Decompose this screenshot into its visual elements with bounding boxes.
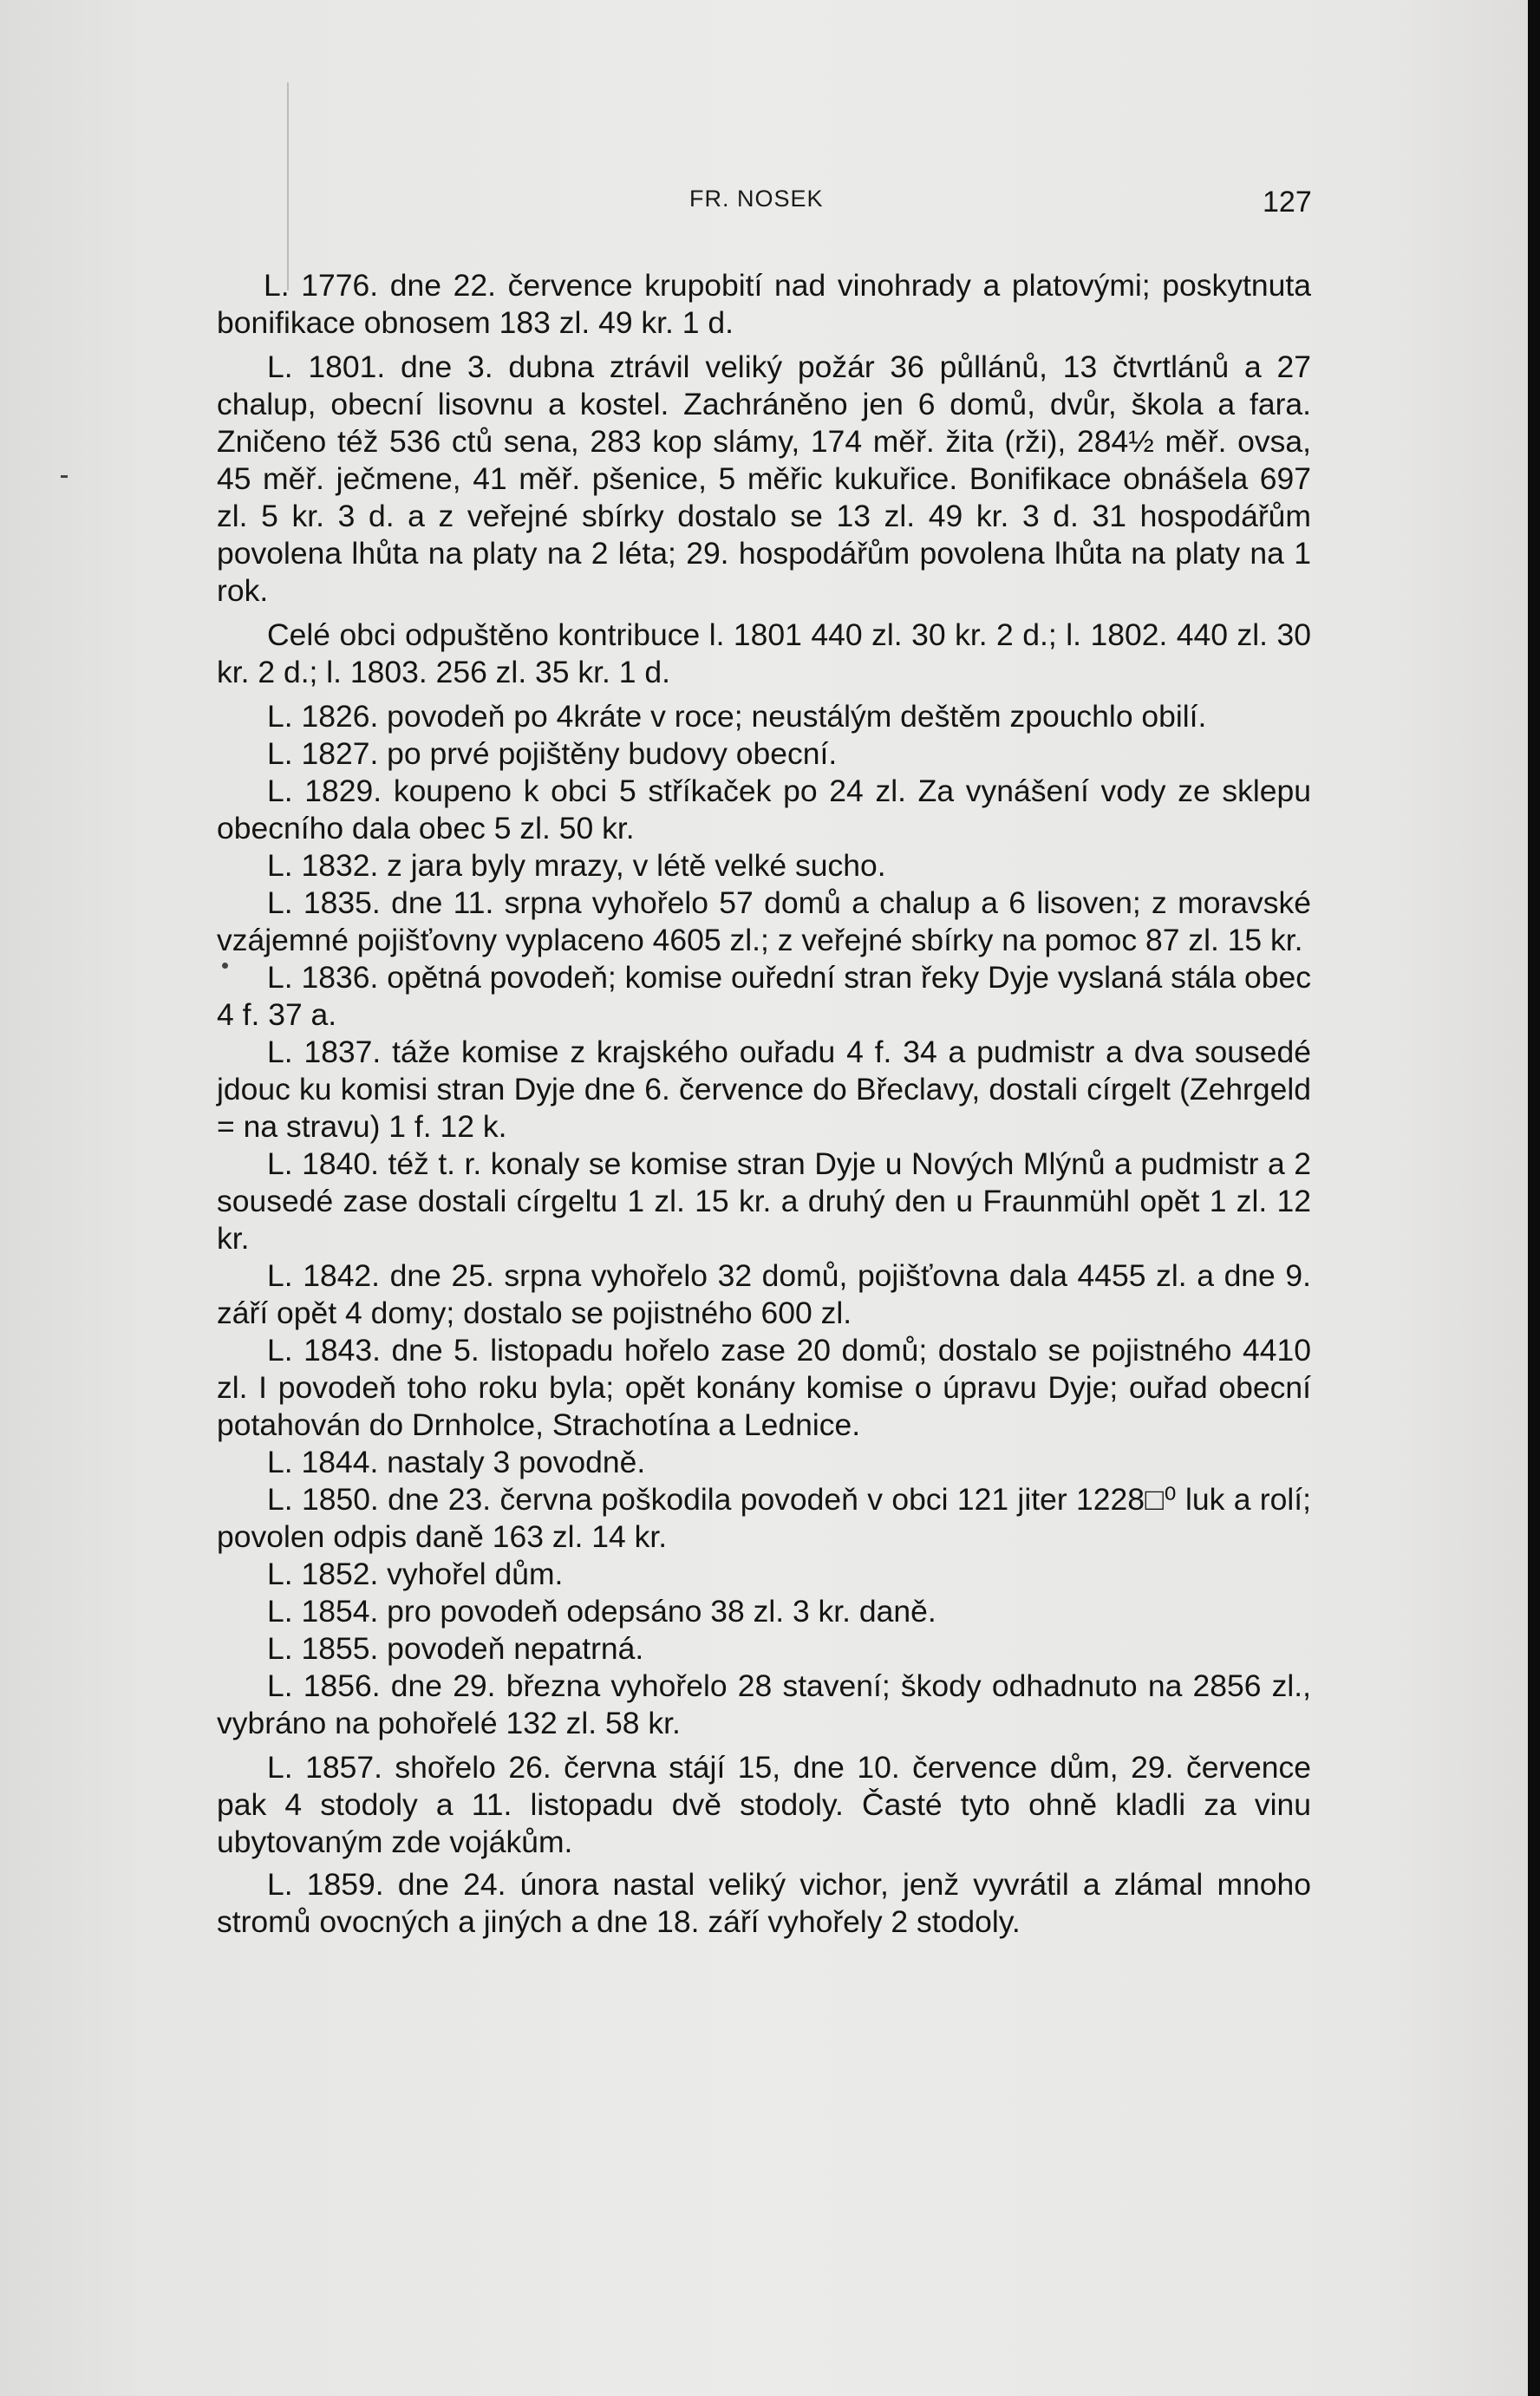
paragraph-1842: L. 1842. dne 25. srpna vyhořelo 32 domů, pojišťovna dala 4455 zl. a dne 9. září opět 4 domy; dostalo se pojistného 600 zl. xyxy=(217,1258,1311,1330)
paragraph-1852: L. 1852. vyhořel dům. xyxy=(267,1557,564,1591)
paragraph-1843: L. 1843. dne 5. listopadu hořelo zase 20 domů; dostalo se pojistného 4410 zl. I povodeň toho roku byla; opět konány komise o úpravu Dyje; ouřad obecní potahován do Drnholce, Strachotína a Lednice. xyxy=(217,1333,1311,1442)
paragraph-1855: L. 1855. povodeň nepatrná. xyxy=(267,1631,644,1666)
paragraph-1837: L. 1837. táže komise z krajského ouřadu 4 f. 34 a pudmistr a dva sousedé jdouc ku komisi stran Dyje dne 6. července do Břeclavy, dostali círgelt (Zehrgeld = na stravu) 1 f. 12 k. xyxy=(217,1035,1311,1144)
paragraph-1835: L. 1835. dne 11. srpna vyhořelo 57 domů a chalup a 6 lisoven; z moravské vzájemné pojišťovny vyplaceno 4605 zl.; z veřejné sbírky na pomoc 87 zl. 15 kr. xyxy=(217,885,1311,957)
body-text xyxy=(217,267,1311,1941)
running-head: FR. NOSEK xyxy=(689,186,824,212)
paragraph-1859: L. 1859. dne 24. února nastal veliký vichor, jenž vyvrátil a zlámal mnoho stromů ovocných a jiných a dne 18. září vyhořely 2 stodoly. xyxy=(217,1867,1311,1939)
paragraph-1854: L. 1854. pro povodeň odepsáno 38 zl. 3 kr. daně. xyxy=(267,1594,936,1629)
paragraph-1827: L. 1827. po prvé pojištěny budovy obecní. xyxy=(267,736,838,771)
paragraph-1844: L. 1844. nastaly 3 povodně. xyxy=(267,1445,646,1479)
paragraph-1832: L. 1832. z jara byly mrazy, v létě velké sucho. xyxy=(267,848,886,883)
paragraph-1776: L. 1776. dne 22. července krupobití nad vinohrady a platovými; poskytnuta bonifikace obnosem 183 zl. 49 kr. 1 d. xyxy=(217,268,1311,340)
margin-mark xyxy=(61,475,68,478)
paragraph-1826: L. 1826. povodeň po 4kráte v roce; neustálým deštěm zpouchlo obilí. xyxy=(267,699,1207,734)
paragraph-1801: L. 1801. dne 3. dubna ztrávil veliký požár 36 půllánů, 13 čtvrtlánů a 27 chalup, obecní lisovnu a kostel. Zachráněno jen 6 domů, dvůr, škola a fara. Zničeno též 536 ctů sena, 283 kop slámy, 174 měř. žita (rži), 284½ měř. ovsa, 45 měř. ječmene, 41 měř. pšenice, 5 měřic kukuřice. Bonifikace obnášela 697 zl. 5 kr. 3 d. a z veřejné sbírky dostalo se 13 zl. 49 kr. 3 d. 31 hospodářům povolena lhůta na platy na 2 léta; 29. hospodářům povolena lhůta na platy na 1 rok. xyxy=(217,349,1311,608)
paragraph-1829: L. 1829. koupeno k obci 5 stříkaček po 24 zl. Za vynášení vody ze sklepu obecního dala obec 5 zl. 50 kr. xyxy=(217,774,1311,845)
paragraph-contribution: Celé obci odpuštěno kontribuce l. 1801 440 zl. 30 kr. 2 d.; l. 1802. 440 zl. 30 kr. 2 d.; l. 1803. 256 zl. 35 kr. 1 d. xyxy=(217,617,1311,689)
paragraph-1850: L. 1850. dne 23. června poškodila povodeň v obci 121 jiter 1228□⁰ luk a rolí; povolen odpis daně 163 zl. 14 kr. xyxy=(217,1482,1311,1554)
paragraph-1840: L. 1840. též t. r. konaly se komise stran Dyje u Nových Mlýnů a pudmistr a 2 sousedé zase dostali círgeltu 1 zl. 15 kr. a druhý den u Fraunmühl opět 1 zl. 12 kr. xyxy=(217,1146,1311,1256)
paragraph-1857: L. 1857. shořelo 26. června stájí 15, dne 10. července dům, 29. července pak 4 stodoly a 11. listopadu dvě stodoly. Časté tyto ohně kladli za vinu ubytovaným zde vojákům. xyxy=(217,1750,1311,1859)
paragraph-1856: L. 1856. dne 29. března vyhořelo 28 stavení; škody odhadnuto na 2856 zl., vybráno na pohořelé 132 zl. 58 kr. xyxy=(217,1668,1311,1740)
page-number: 127 xyxy=(1263,186,1312,219)
scan-edge xyxy=(1528,0,1540,2396)
page-header xyxy=(0,179,1528,231)
paragraph-1836: L. 1836. opětná povodeň; komise ouřední stran řeky Dyje vyslaná stála obec 4 f. 37 a. xyxy=(217,960,1311,1032)
